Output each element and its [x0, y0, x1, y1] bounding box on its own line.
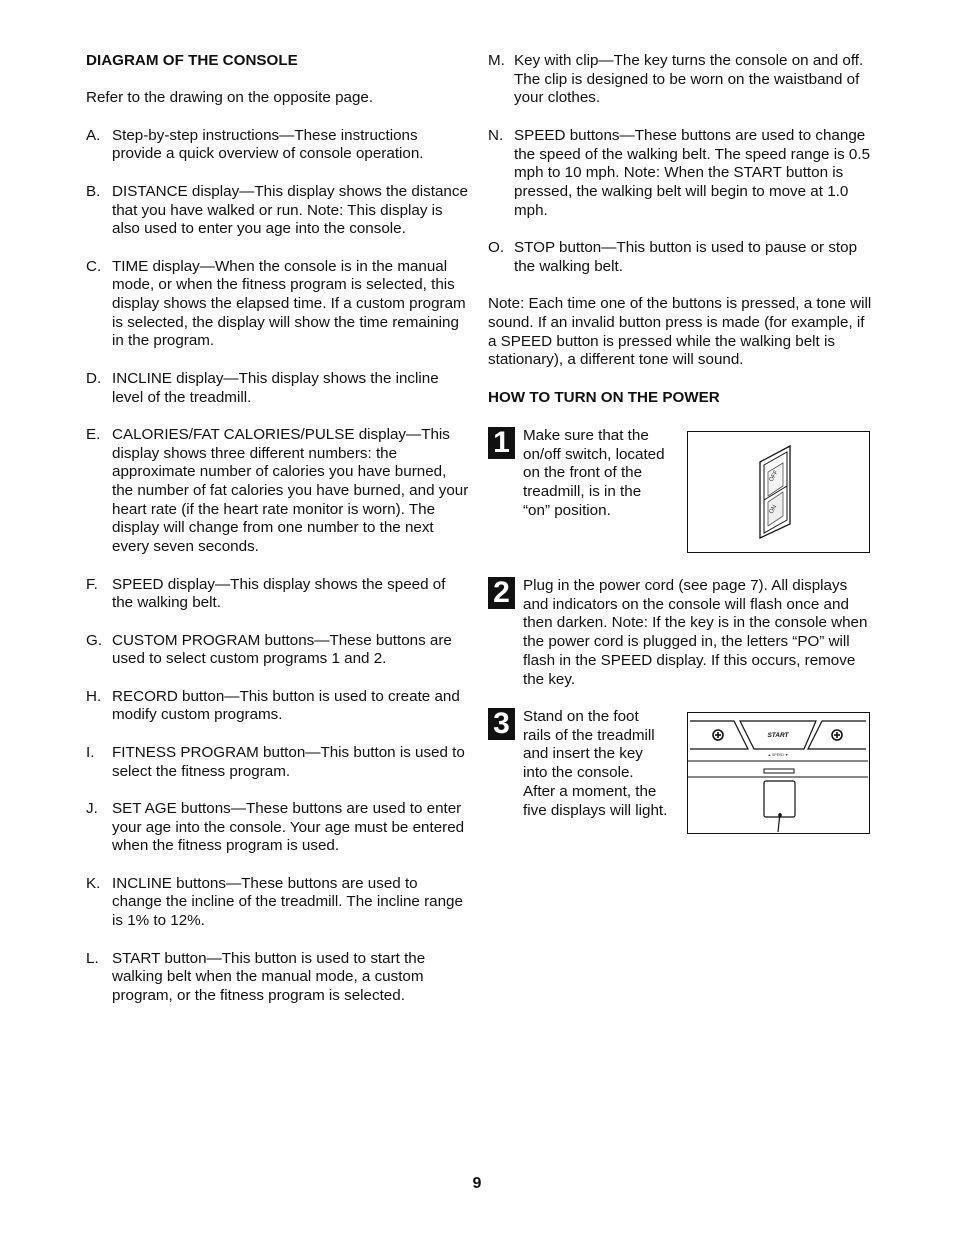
switch-on-label: ON: [768, 504, 779, 515]
list-item-d: [86, 370, 470, 407]
item-letter: H.: [86, 687, 102, 705]
item-text: CALORIES/FAT CALORIES/PULSE display—This display shows three different numbers: the approximate number of calories you have burned, the number of fat calories you have burned, and your heart rate (if the heart rate monitor is worn). The display will change from one number to the next every seven seconds.: [112, 425, 469, 556]
item-text: START button—This button is used to start the walking belt when the manual mode, a custom program, or the fitness program is selected.: [112, 949, 426, 1004]
step-number-3: 3: [488, 708, 515, 740]
list-item-o: [488, 239, 872, 276]
item-text: Step-by-step instructions—These instructions provide a quick overview of console operation.: [112, 126, 424, 163]
item-text: SPEED display—This display shows the speed of the walking belt.: [112, 575, 446, 612]
item-letter: N.: [488, 126, 504, 144]
right-column: [488, 52, 872, 426]
switch-off-label: OFF: [768, 469, 780, 483]
item-text: TIME display—When the console is in the manual mode, or when the fitness program is selected, this display shows the elapsed time. If a custom program is selected, the display will show the time remaining in the program.: [112, 257, 466, 350]
list-item-m: [488, 52, 872, 108]
on-off-switch-illustration: [688, 432, 868, 551]
item-text: Key with clip—The key turns the console on and off. The clip is designed to be worn on the waistband of your clothes.: [514, 52, 864, 107]
item-letter: F.: [86, 575, 98, 593]
list-item-l: [86, 950, 470, 1006]
step-number-2: 2: [488, 577, 515, 609]
list-item-n: [488, 127, 872, 221]
list-item-a: [86, 127, 470, 164]
list-item-j: [86, 800, 470, 856]
list-item-b: [86, 183, 470, 239]
item-letter: L.: [86, 949, 99, 967]
item-letter: C.: [86, 257, 102, 275]
step-number-1: 1: [488, 427, 515, 459]
section-heading-power: HOW TO TURN ON THE POWER: [488, 388, 720, 406]
switch-figure: [687, 431, 870, 553]
list-item-f: [86, 576, 470, 613]
item-letter: D.: [86, 369, 102, 387]
step-text-1: Make sure that the on/off switch, located on the front of the treadmill, is in the “on” position.: [523, 427, 665, 519]
item-text: INCLINE buttons—These buttons are used to change the incline of the treadmill. The incline range is 1% to 12%.: [112, 874, 463, 930]
item-text: CUSTOM PROGRAM buttons—These buttons are used to select custom programs 1 and 2.: [112, 631, 452, 668]
section-heading-console: DIAGRAM OF THE CONSOLE: [86, 52, 298, 69]
left-column: [86, 52, 470, 1024]
item-letter: A.: [86, 126, 101, 144]
console-speed-label: ▲ SPEED ▼: [767, 753, 789, 757]
page-number: 9: [472, 1175, 482, 1192]
item-letter: O.: [488, 239, 505, 256]
item-text: RECORD button—This button is used to create and modify custom programs.: [112, 687, 460, 724]
intro-text: Refer to the drawing on the opposite page.: [86, 89, 374, 107]
item-letter: K.: [86, 874, 101, 892]
item-text: SPEED buttons—These buttons are used to change the speed of the walking belt. The speed range is 0.5 mph to 10 mph. Note: When the START button is pressed, the walking belt will begin to move at 1.0 mph.: [514, 126, 871, 219]
item-letter: I.: [86, 743, 95, 761]
item-letter: G.: [86, 631, 103, 649]
list-item-h: [86, 688, 470, 725]
console-figure: [687, 712, 870, 834]
item-text: STOP button—This button is used to pause or stop the walking belt.: [514, 239, 858, 275]
item-text: SET AGE buttons—These buttons are used to enter your age into the console. Your age must be entered when the fitness program is used.: [112, 799, 465, 855]
item-text: INCLINE display—This display shows the incline level of the treadmill.: [112, 369, 439, 406]
item-letter: B.: [86, 182, 101, 200]
item-letter: M.: [488, 52, 505, 69]
item-letter: J.: [86, 799, 98, 817]
list-item-k: [86, 875, 470, 931]
list-item-e: [86, 426, 470, 557]
list-item-i: [86, 744, 470, 781]
item-letter: E.: [86, 425, 101, 443]
console-start-label: START: [767, 732, 789, 739]
list-item-c: [86, 258, 470, 352]
list-item-g: [86, 632, 470, 669]
note-text: Note: Each time one of the buttons is pressed, a tone will sound. If an invalid button press is made (for example, if a SPEED button is pressed while the walking belt is stationary), a different tone will sound.: [488, 295, 872, 369]
console-key-illustration: [688, 713, 868, 832]
step-text-3: Stand on the foot rails of the treadmill and insert the key into the console. After a moment, the five displays will light.: [523, 708, 668, 819]
console-key-slot: [764, 781, 795, 817]
step-text-2: Plug in the power cord (see page 7). All displays and indicators on the console will flash once and then darken. Note: If the key is in the console when the power cord is plugged in, the letters “PO” will flash in the SPEED display. If this occurs, remove the key.: [523, 577, 868, 688]
item-text: DISTANCE display—This display shows the distance that you have walked or run. Note: This display is also used to enter you age into the console.: [112, 182, 468, 238]
item-text: FITNESS PROGRAM button—This button is used to select the fitness program.: [112, 743, 465, 780]
